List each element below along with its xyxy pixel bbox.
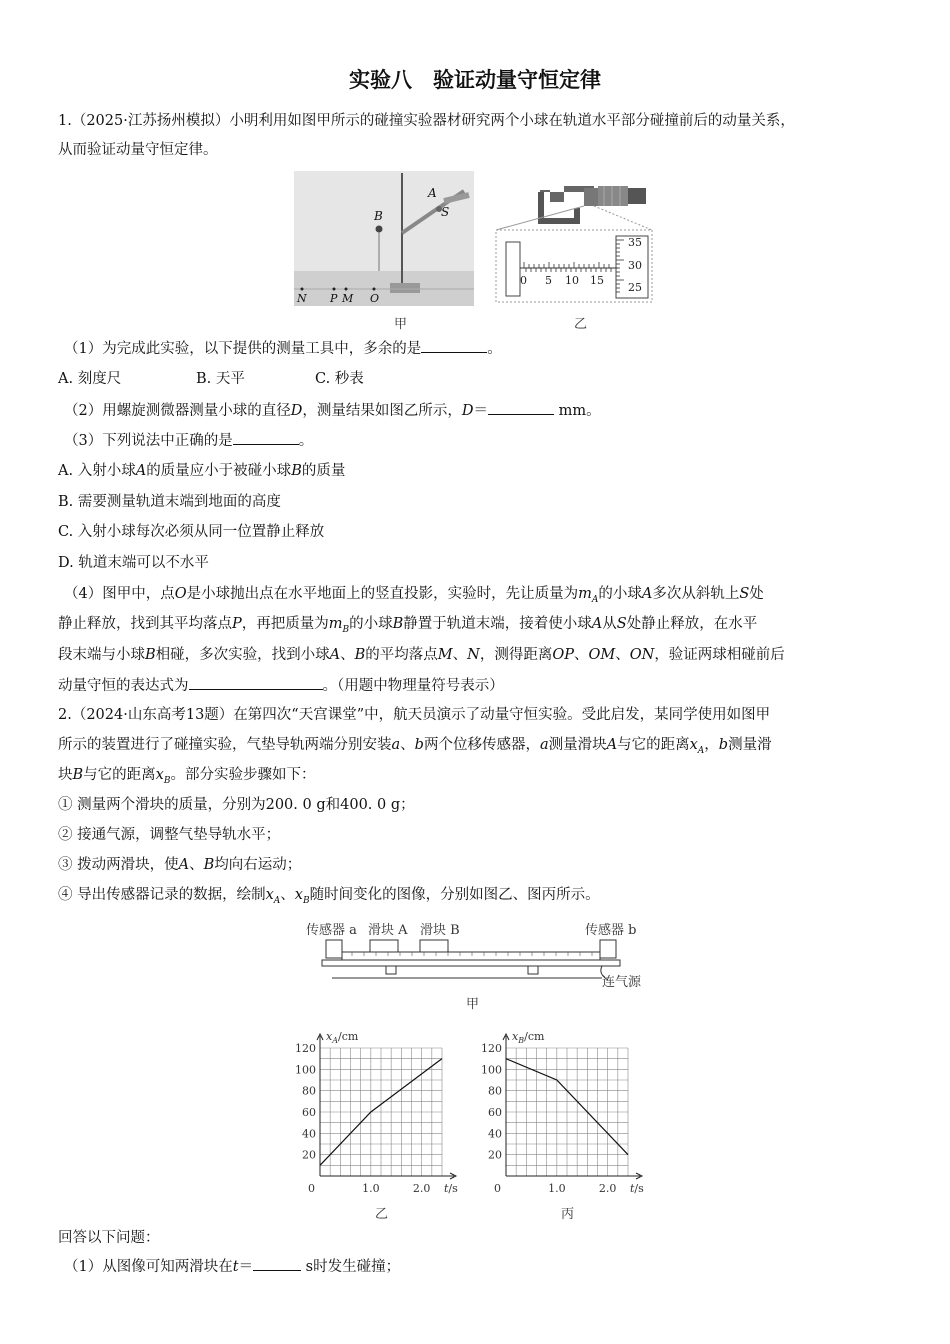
q1-sub3: （3）下列说法中正确的是 。	[64, 430, 313, 451]
x-tick-label: 2.0	[598, 1182, 617, 1195]
figure-air-track	[302, 916, 652, 1012]
q1-sub4-line4: 动量守恒的表达式为 。（用题中物理量符号表示）	[58, 675, 504, 696]
x-tick-label: 1.0	[362, 1182, 380, 1195]
slider-a-label: 滑块 A	[368, 923, 408, 938]
q1-options	[58, 369, 364, 389]
y-tick-label: 40	[302, 1127, 316, 1141]
q1-stem-line1: 1.（2025·江苏扬州模拟）小明利用如图甲所示的碰撞实验器材研究两个小球在轨道水平部分碰撞前后的动量关系，	[58, 113, 795, 129]
q1-sub4-line2: 静止释放，找到其平均落点P，再把质量为$m_B$的小球B静置于轨道末端，接着使小球A从S处静止释放，在水平	[58, 616, 758, 635]
y-tick-label: 80	[488, 1084, 502, 1098]
q1-sub4-line3: 段末端与小球B相碰，多次实验，找到小球A、B的平均落点M、N，测得距离OP、OM、ON，验证两球相碰前后	[58, 647, 785, 663]
drum-25: 25	[628, 281, 642, 294]
option-c: C. 秒表	[315, 371, 364, 387]
scale-10: 10	[565, 274, 579, 287]
q1-sub2: （2）用螺旋测微器测量小球的直径D，测量结果如图乙所示，D＝ mm。	[64, 400, 601, 421]
y-tick-label: 120	[295, 1042, 316, 1055]
chart-caption: 乙	[375, 1207, 389, 1222]
y-tick-label: 120	[481, 1042, 502, 1055]
q2-stem-line3: 块B与它的距离$x_B$。部分实验步骤如下：	[58, 767, 316, 786]
sensor-b-label: 传感器 b	[585, 923, 637, 938]
x-axis-label: t/s	[444, 1182, 458, 1195]
option-a: A. 刻度尺	[58, 371, 122, 387]
slider-b-label: 滑块 B	[420, 923, 460, 938]
q2-step1: ① 测量两个滑块的质量，分别为200. 0 g和400. 0 g；	[58, 797, 415, 813]
x-tick-label: 1.0	[548, 1182, 566, 1195]
chart-caption: 丙	[561, 1207, 575, 1222]
scale-5: 5	[545, 274, 552, 287]
q2-step4: ④ 导出传感器记录的数据，绘制$x_A$、$x_B$随时间变化的图像，分别如图乙、图丙所示。	[58, 887, 600, 906]
drum-30: 30	[628, 259, 642, 272]
q2-step3: ③ 拨动两滑块，使A、B均向右运动；	[58, 857, 302, 873]
scale-15: 15	[590, 274, 604, 287]
drum-35: 35	[628, 236, 642, 249]
x-tick-label: 0	[308, 1182, 315, 1195]
label-O: O	[370, 292, 380, 305]
q2-stem-line1: 2.（2024·山东高考13题）在第四次“天宫课堂”中，航天员演示了动量守恒实验。受此启发，某同学使用如图甲	[58, 707, 771, 723]
x-tick-label: 0	[494, 1182, 501, 1195]
q1-stem-line2: 从而验证动量守恒定律。	[58, 142, 218, 158]
q2-answer1: （1）从图像可知两滑块在t＝ s时发生碰撞；	[64, 1256, 400, 1277]
q2-step2: ② 接通气源，调整气垫导轨水平；	[58, 827, 281, 843]
label-A: A	[428, 186, 437, 200]
figure-jia-apparatus	[294, 171, 474, 306]
chart-xA	[288, 1016, 460, 1222]
y-tick-label: 100	[481, 1063, 502, 1077]
y-axis-label: $x_A/cm$	[326, 1030, 359, 1045]
label-M: M	[342, 292, 354, 305]
track-caption: 甲	[466, 997, 480, 1012]
figure-yi-micrometer	[494, 178, 656, 306]
q1-sub1: （1）为完成此实验，以下提供的测量工具中，多余的是 。	[64, 338, 502, 359]
x-axis-label: t/s	[630, 1182, 644, 1195]
q1-option3-d: D. 轨道末端可以不水平	[58, 555, 209, 571]
q1-sub4-line1: （4）图甲中，点O是小球抛出点在水平地面上的竖直投影，实验时，先让质量为$m_A$的小球A多次从斜轨上S处	[64, 586, 764, 605]
figure-yi-caption: 乙	[574, 317, 588, 332]
y-tick-label: 60	[488, 1106, 502, 1119]
sensor-a-label: 传感器 a	[306, 923, 357, 938]
y-tick-label: 40	[488, 1127, 502, 1141]
y-tick-label: 20	[488, 1148, 502, 1162]
y-axis-label: $x_B/cm$	[512, 1030, 545, 1045]
x-tick-label: 2.0	[412, 1182, 431, 1195]
q1-option3-b: B. 需要测量轨道末端到地面的高度	[58, 494, 281, 510]
q2-answer-intro: 回答以下问题：	[58, 1230, 160, 1246]
label-B: B	[374, 209, 383, 223]
air-source-label: 连气源	[602, 975, 642, 990]
scale-0: 0	[520, 274, 527, 287]
label-S: S	[441, 205, 450, 219]
q1-option3-a: A. 入射小球A的质量应小于被碰小球B的质量	[58, 463, 346, 479]
y-tick-label: 60	[302, 1106, 316, 1119]
chart-xB	[472, 1016, 654, 1222]
label-P: P	[330, 292, 338, 305]
y-tick-label: 100	[295, 1063, 316, 1077]
y-tick-label: 20	[302, 1148, 316, 1162]
y-tick-label: 80	[302, 1084, 316, 1098]
option-b: B. 天平	[196, 371, 245, 387]
q1-option3-c: C. 入射小球每次必须从同一位置静止释放	[58, 524, 325, 540]
q2-stem-line2: 所示的装置进行了碰撞实验，气垫导轨两端分别安装a、b两个位移传感器，a测量滑块A与它的距离$x_A$，b测量滑	[58, 737, 772, 756]
page-title: 实验八 验证动量守恒定律	[349, 68, 601, 92]
figure-jia-caption: 甲	[394, 317, 408, 332]
label-N: N	[297, 292, 307, 305]
